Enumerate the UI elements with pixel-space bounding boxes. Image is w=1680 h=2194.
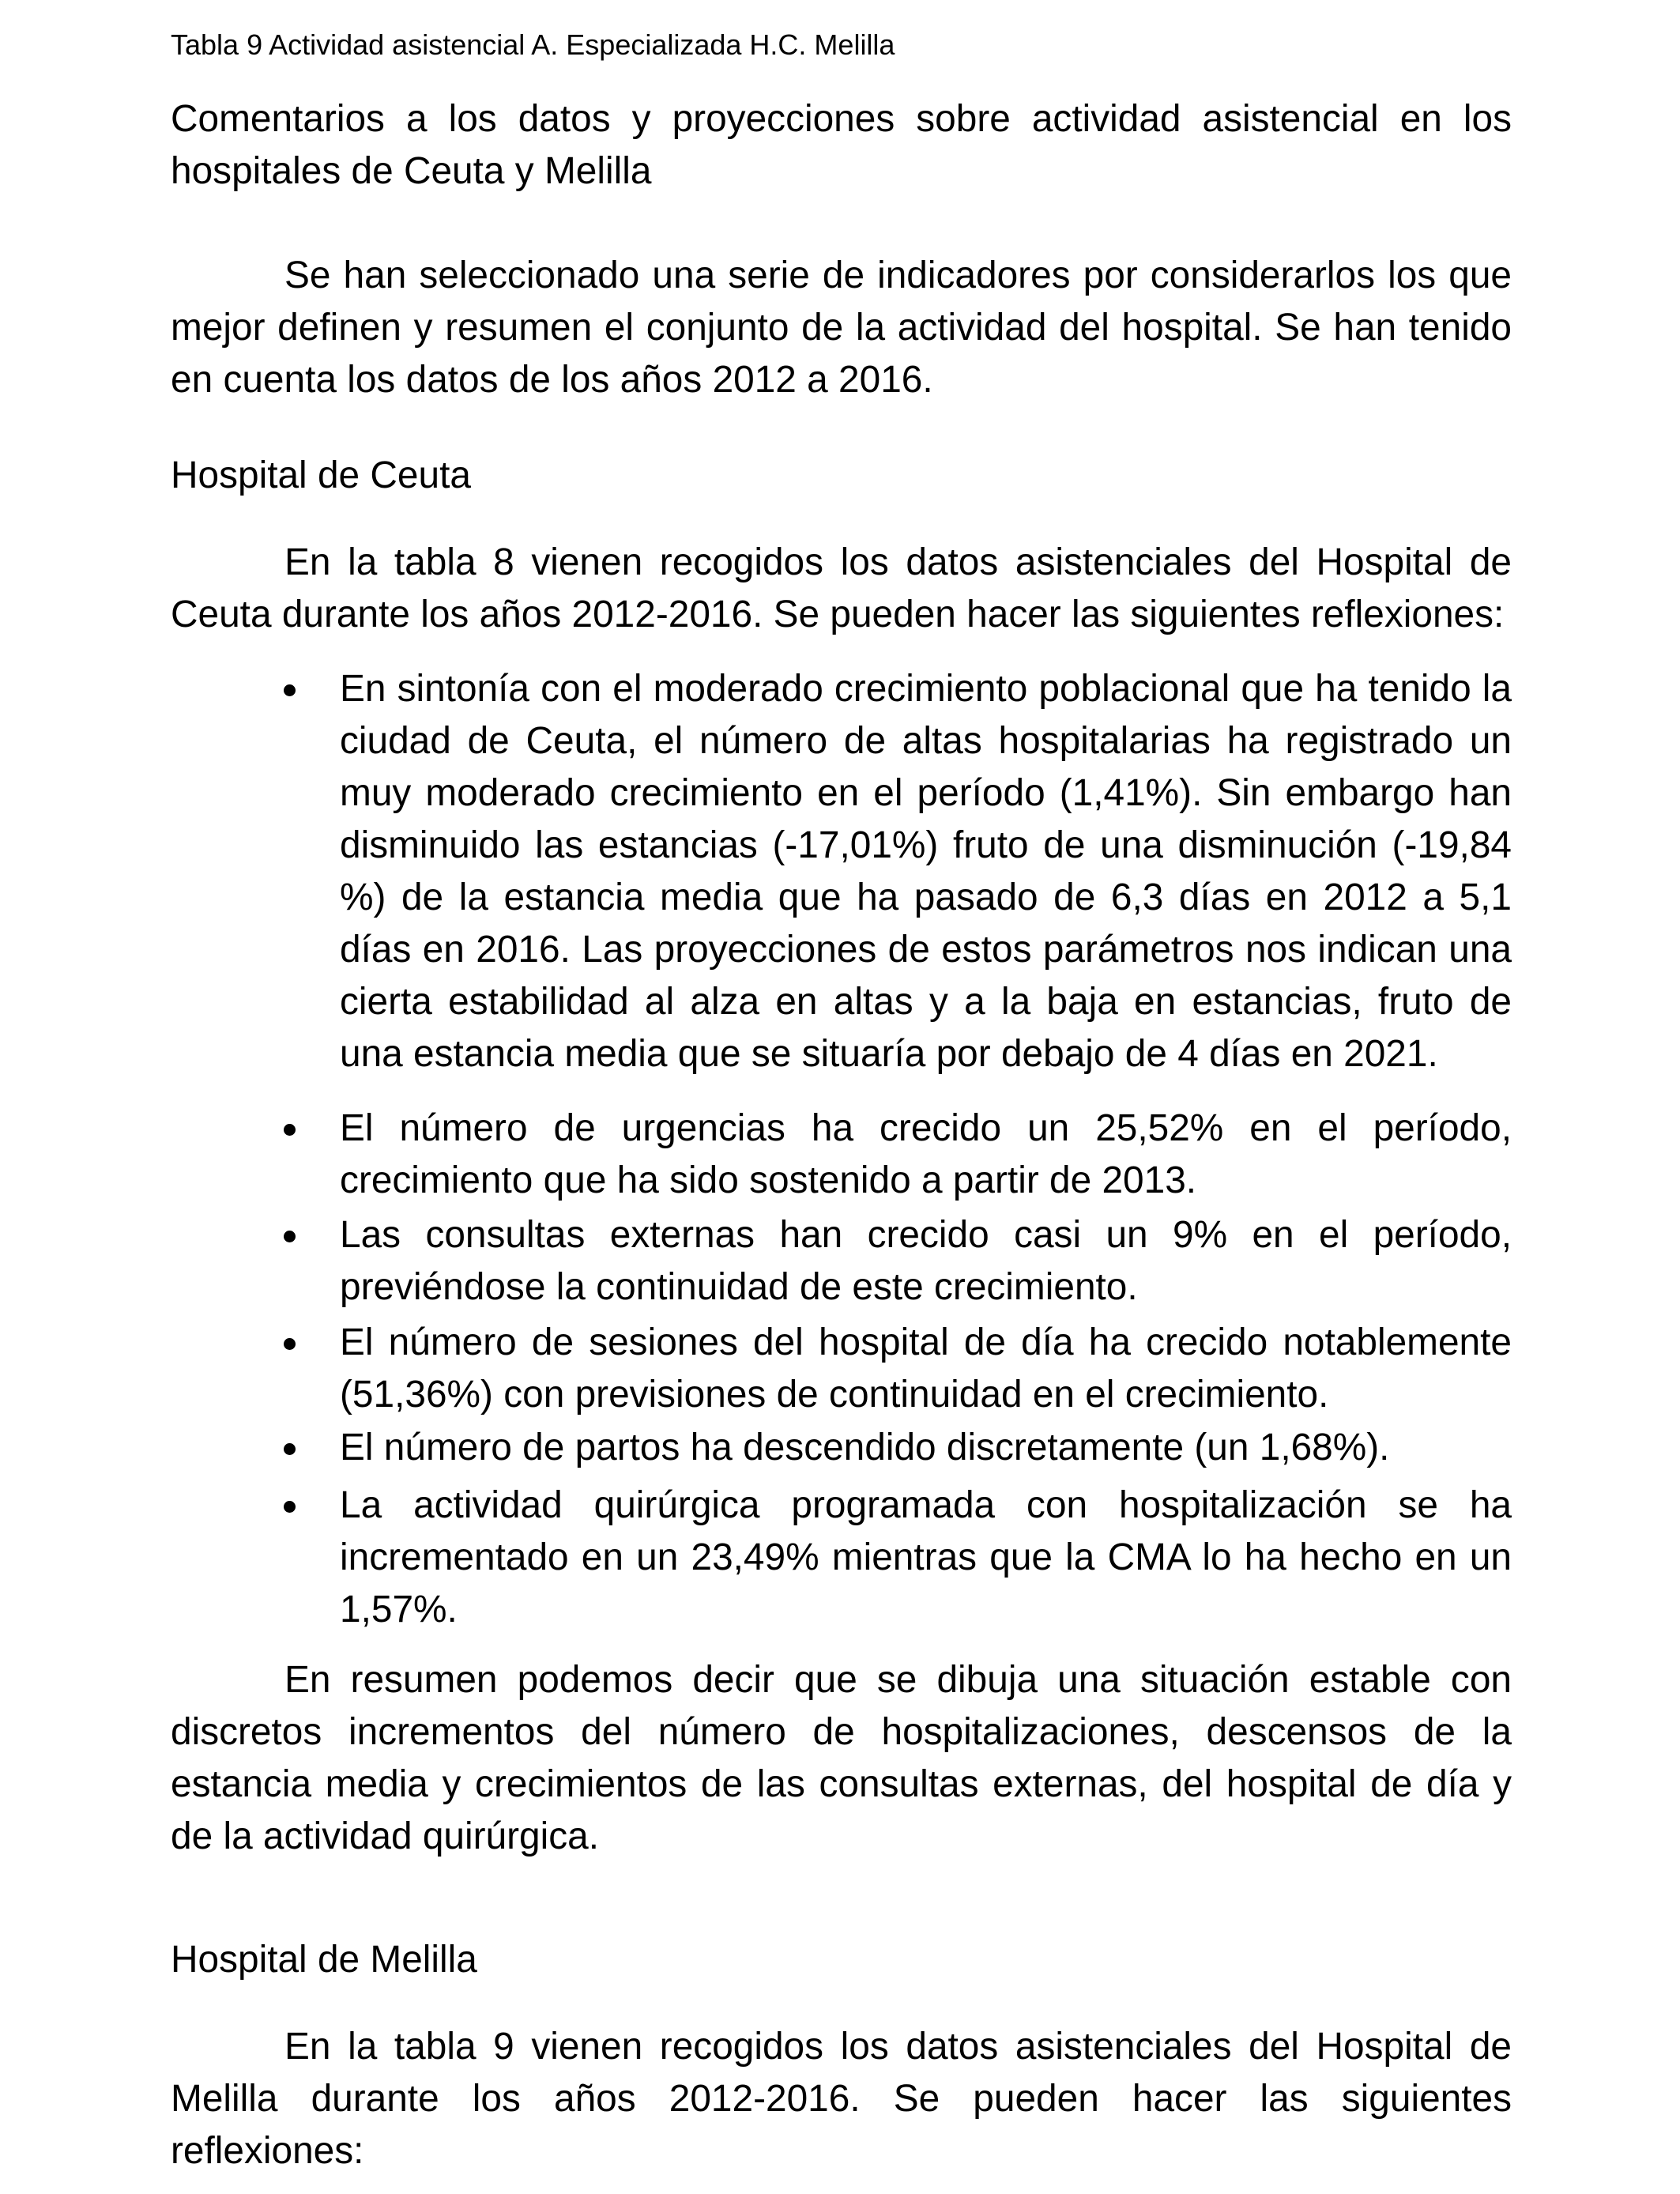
intro-line: mejor definen y resumen el conjunto de la actividad del hospital. Se han tenido bbox=[171, 307, 1512, 349]
bullet-icon bbox=[284, 1443, 296, 1455]
bullet-line: muy moderado crecimiento en el período (1,41%). Sin embargo han bbox=[340, 772, 1512, 814]
bullet-item bbox=[340, 1317, 1512, 1421]
summary-line: de la actividad quirúrgica. bbox=[171, 1815, 600, 1857]
bullet-line: incrementado en un 23,49% mientras que la CMA lo ha hecho en un bbox=[340, 1536, 1512, 1578]
ceuta-summary-paragraph bbox=[171, 1654, 1512, 1863]
heading-line: Comentarios a los datos y proyecciones sobre actividad asistencial en los bbox=[171, 98, 1512, 140]
bullet-line: ciudad de Ceuta, el número de altas hospitalarias ha registrado un bbox=[340, 720, 1512, 762]
melilla-intro-line: reflexiones: bbox=[171, 2130, 364, 2172]
summary-line: discretos incrementos del número de hospitalizaciones, descensos de la bbox=[171, 1711, 1512, 1753]
melilla-intro-paragraph bbox=[171, 2021, 1512, 2177]
bullet-item bbox=[340, 1209, 1512, 1314]
bullet-item bbox=[340, 1422, 1512, 1474]
bullet-line: El número de partos ha descendido discretamente (un 1,68%). bbox=[340, 1427, 1390, 1468]
bullet-line: crecimiento que ha sido sostenido a partir de 2013. bbox=[340, 1159, 1197, 1201]
bullet-line: El número de sesiones del hospital de día ha crecido notablemente bbox=[340, 1321, 1512, 1363]
bullet-line: En sintonía con el moderado crecimiento poblacional que ha tenido la bbox=[340, 668, 1512, 710]
melilla-section-title bbox=[171, 1934, 1512, 1986]
bullet-icon bbox=[284, 1338, 296, 1350]
bullet-icon bbox=[284, 1231, 296, 1242]
summary-line: estancia media y crecimientos de las consultas externas, del hospital de día y bbox=[171, 1763, 1512, 1805]
bullet-line: Las consultas externas han crecido casi un 9% en el período, bbox=[340, 1214, 1512, 1256]
bullet-line: (51,36%) con previsiones de continuidad en el crecimiento. bbox=[340, 1374, 1329, 1416]
ceuta-intro-line: En la tabla 8 vienen recogidos los datos asistenciales del Hospital de bbox=[284, 541, 1512, 583]
heading-line: hospitales de Ceuta y Melilla bbox=[171, 150, 652, 192]
table-caption: Tabla 9 Actividad asistencial A. Especializada H.C. Melilla bbox=[171, 28, 895, 61]
bullet-line: cierta estabilidad al alza en altas y a la baja en estancias, fruto de bbox=[340, 981, 1512, 1023]
melilla-title-text: Hospital de Melilla bbox=[171, 1939, 477, 1981]
intro-paragraph bbox=[171, 250, 1512, 406]
ceuta-intro-line: Ceuta durante los años 2012-2016. Se pueden hacer las siguientes reflexiones: bbox=[171, 594, 1505, 635]
bullet-line: disminuido las estancias (-17,01%) fruto de una disminución (-19,84 bbox=[340, 824, 1512, 866]
bullet-line: previéndose la continuidad de este crecimiento. bbox=[340, 1266, 1138, 1308]
intro-line: Se han seleccionado una serie de indicadores por considerarlos los que bbox=[284, 254, 1512, 296]
summary-line: En resumen podemos decir que se dibuja una situación estable con bbox=[284, 1659, 1512, 1701]
bullet-icon bbox=[284, 1124, 296, 1136]
bullet-line: una estancia media que se situaría por debajo de 4 días en 2021. bbox=[340, 1033, 1438, 1075]
bullet-item bbox=[340, 1103, 1512, 1207]
ceuta-section-title bbox=[171, 450, 1512, 502]
bullet-line: 1,57%. bbox=[340, 1589, 458, 1630]
bullet-item bbox=[340, 663, 1512, 1080]
section-heading bbox=[171, 93, 1512, 198]
ceuta-title-text: Hospital de Ceuta bbox=[171, 454, 471, 496]
ceuta-intro-paragraph bbox=[171, 537, 1512, 641]
bullet-icon bbox=[284, 1501, 296, 1513]
bullet-line: días en 2016. Las proyecciones de estos parámetros nos indican una bbox=[340, 929, 1512, 971]
bullet-line: La actividad quirúrgica programada con hospitalización se ha bbox=[340, 1484, 1512, 1526]
bullet-line: El número de urgencias ha crecido un 25,52% en el período, bbox=[340, 1107, 1512, 1149]
intro-line: en cuenta los datos de los años 2012 a 2016. bbox=[171, 359, 933, 401]
melilla-intro-line: Melilla durante los años 2012-2016. Se pueden hacer las siguientes bbox=[171, 2078, 1512, 2120]
melilla-intro-line: En la tabla 9 vienen recogidos los datos asistenciales del Hospital de bbox=[284, 2026, 1512, 2068]
bullet-icon bbox=[284, 684, 296, 696]
bullet-line: %) de la estancia media que ha pasado de 6,3 días en 2012 a 5,1 bbox=[340, 876, 1512, 918]
bullet-item bbox=[340, 1480, 1512, 1636]
